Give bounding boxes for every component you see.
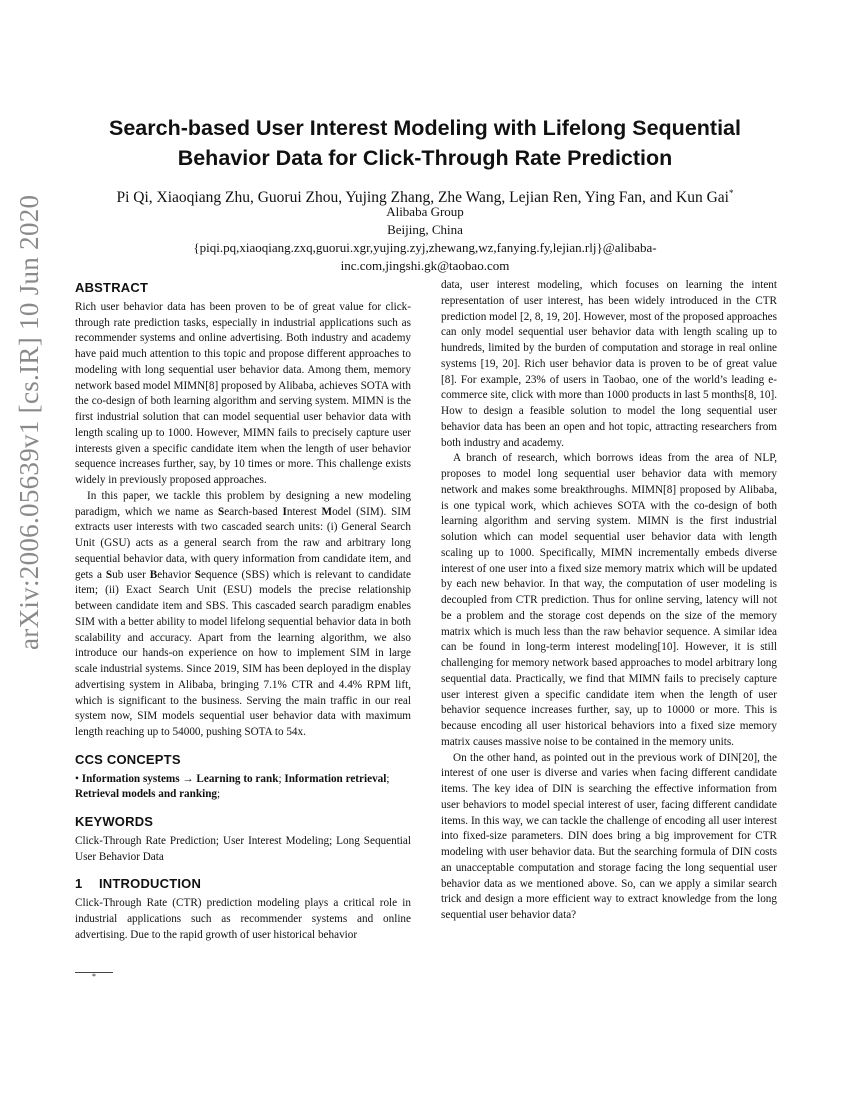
title-line-2: Behavior Data for Click-Through Rate Prediction <box>177 146 673 170</box>
author-footnote-mark: * <box>729 188 734 198</box>
ccs-heading: CCS CONCEPTS <box>75 751 181 767</box>
introduction-paragraph-2: A branch of research, which borrows ideas from the area of NLP, proposes to model long sequential user behavior data with memory network and makes some breakthroughs. MIMN[8] proposed by Alibaba, is one typical work, which achieves SOTA with the co-design of both learning algorithm and serving system. MIMN is the first industrial solution which can model sequential user behavior data with length scaling up to 1000. Specifically, MIMN incrementally embeds diverse interest of one user into a fixed size memory matrix which will be updated by each new behavior. In that way, the computation of user modeling is decoupled from CTR prediction. Thus for online serving, latency will not be a problem and the storage cost depends on the size of the memory matrix which is much less than the raw behavior sequence. A similar idea can be found in long-term interest modeling[10]. However, it is still challenging for memory network based approaches to model arbitrary long sequential data. Practically, we find that MIMN fails to precisely capture user interest given a specific candidate item when the length of user behavior sequence increases further, say, up to 10000 or more. This is because encoding all user historical behaviors into a fixed size memory matrix causes massive noise to be contained in the memory units. <box>441 452 777 748</box>
left-column <box>75 280 411 943</box>
footnote-mark: * <box>92 972 96 981</box>
introduction-paragraph-3: On the other hand, as pointed out in the previous work of DIN[20], the interest of one user is diverse and varies when facing different candidate items. The key idea of DIN is searching the effective information from user behaviors to model special interest of user, facing different candidate items. In this way, we can tackle the challenge of encoding all user interest into fixed-size parameters. DIN does bring a big improvement for CTR modeling with user behavior data. But the searching formula of DIN costs an unacceptable computation and storage facing the long sequential user behavior data as we mentioned above. So, can we apply a similar search trick and design a more efficient way to extract knowledge from the long sequential user behavior data? <box>441 751 777 921</box>
authors-text: Pi Qi, Xiaoqiang Zhu, Guorui Zhou, Yujing Zhang, Zhe Wang, Lejian Ren, Ying Fan, and Kun Gai <box>116 189 729 207</box>
affiliation-location: Beijing, China <box>387 222 463 237</box>
abstract-paragraph-1: Rich user behavior data has been proven to be of great value for click-through rate prediction tasks, especially in industrial applications such as recommender systems and online advertising. Both industry and academy have paid much attention to this topic and propose different approaches to modeling with long sequential user behavior data. Among them, memory network based model MIMN[8] proposed by Alibaba, achieves SOTA with the co-design of both learning algorithm and serving system. MIMN is the first industrial solution that can model sequential user behavior data with length scaling up to 1000. However, MIMN fails to precisely capture user interests given a specific candidate item when the length of user behavior sequence increases further, say, by 10 times or more. This challenge exists widely in previously proposed approaches. <box>75 300 411 486</box>
abstract-heading: ABSTRACT <box>75 280 149 295</box>
keywords-text: Click-Through Rate Prediction; User Interest Modeling; Long Sequential User Behavior Data <box>75 834 411 863</box>
introduction-paragraph-1: Click-Through Rate (CTR) prediction modeling plays a critical role in industrial applications such as recommender systems and online advertising. Due to the rapid growth of user historical behavior <box>75 897 411 941</box>
paper-title <box>60 113 790 173</box>
affiliation-org: Alibaba Group <box>386 204 464 219</box>
introduction-paragraph-continued: data, user interest modeling, which focuses on learning the intent representation of user interest, has been widely introduced in the CTR prediction model [2, 8, 19, 20]. However, most of the proposed approaches can only model sequential user behavior data with length scaling up to hundreds, limited by the burden of computation and storage in real online systems [19, 20]. Rich user behavior data is proven to be of great value [8]. For example, 23% of users in Taobao, one of the world’s leading e-commerce site, click with more than 1000 products in last 5 months[8, 10]. How to design a feasible solution to model the long sequential user behavior data has been an open and hot topic, attracting researchers from both industry and academy. <box>441 279 777 449</box>
introduction-heading: 1 INTRODUCTION <box>75 876 202 892</box>
arxiv-identifier: arXiv:2006.05639v1 [cs.IR] 10 Jun 2020 <box>14 194 44 650</box>
affiliation <box>60 203 790 275</box>
ccs-text: • Information systems → Learning to rank; Information retrieval; Retrieval models and ranking; <box>75 772 390 801</box>
right-column <box>441 278 777 924</box>
title-line-1: Search-based User Interest Modeling with Lifelong Sequential <box>109 116 741 140</box>
abstract-paragraph-2: In this paper, we tackle this problem by designing a new modeling paradigm, which we name as Search-based Interest Model (SIM). SIM extracts user interests with two cascaded search units: (i) General Search Unit (GSU) acts as a general search from the raw and arbitrary long sequential behavior data, with query information from candidate item, and gets a Sub user Behavior Sequence (SBS) which is relevant to candidate item; (ii) Exact Search Unit (ESU) models the precise relationship between candidate item and SBS. This cascaded search paradigm enables SIM with a better ability to model lifelong sequential behavior data in both scalability and accuracy. Apart from the learning algorithm, we also introduce our hands-on experience on how to implement SIM in large scale industrial systems. Since 2019, SIM has been deployed in the display advertising system in Alibaba, bringing 7.1% CTR and 4.4% RPM lift, which is significant to the business. Serving the main traffic in our real system now, SIM models sequential user behavior data with maximum length reaching up to 54000, pushing SOTA to 54x. <box>75 489 411 738</box>
keywords-heading: KEYWORDS <box>75 814 154 829</box>
affiliation-emails-2: inc.com,jingshi.gk@taobao.com <box>340 258 510 273</box>
affiliation-emails-1: {piqi.pq,xiaoqiang.zxq,guorui.xgr,yujing.zyj,zhewang,wz,fanying.fy,lejian.rlj}@alibaba- <box>193 240 657 255</box>
